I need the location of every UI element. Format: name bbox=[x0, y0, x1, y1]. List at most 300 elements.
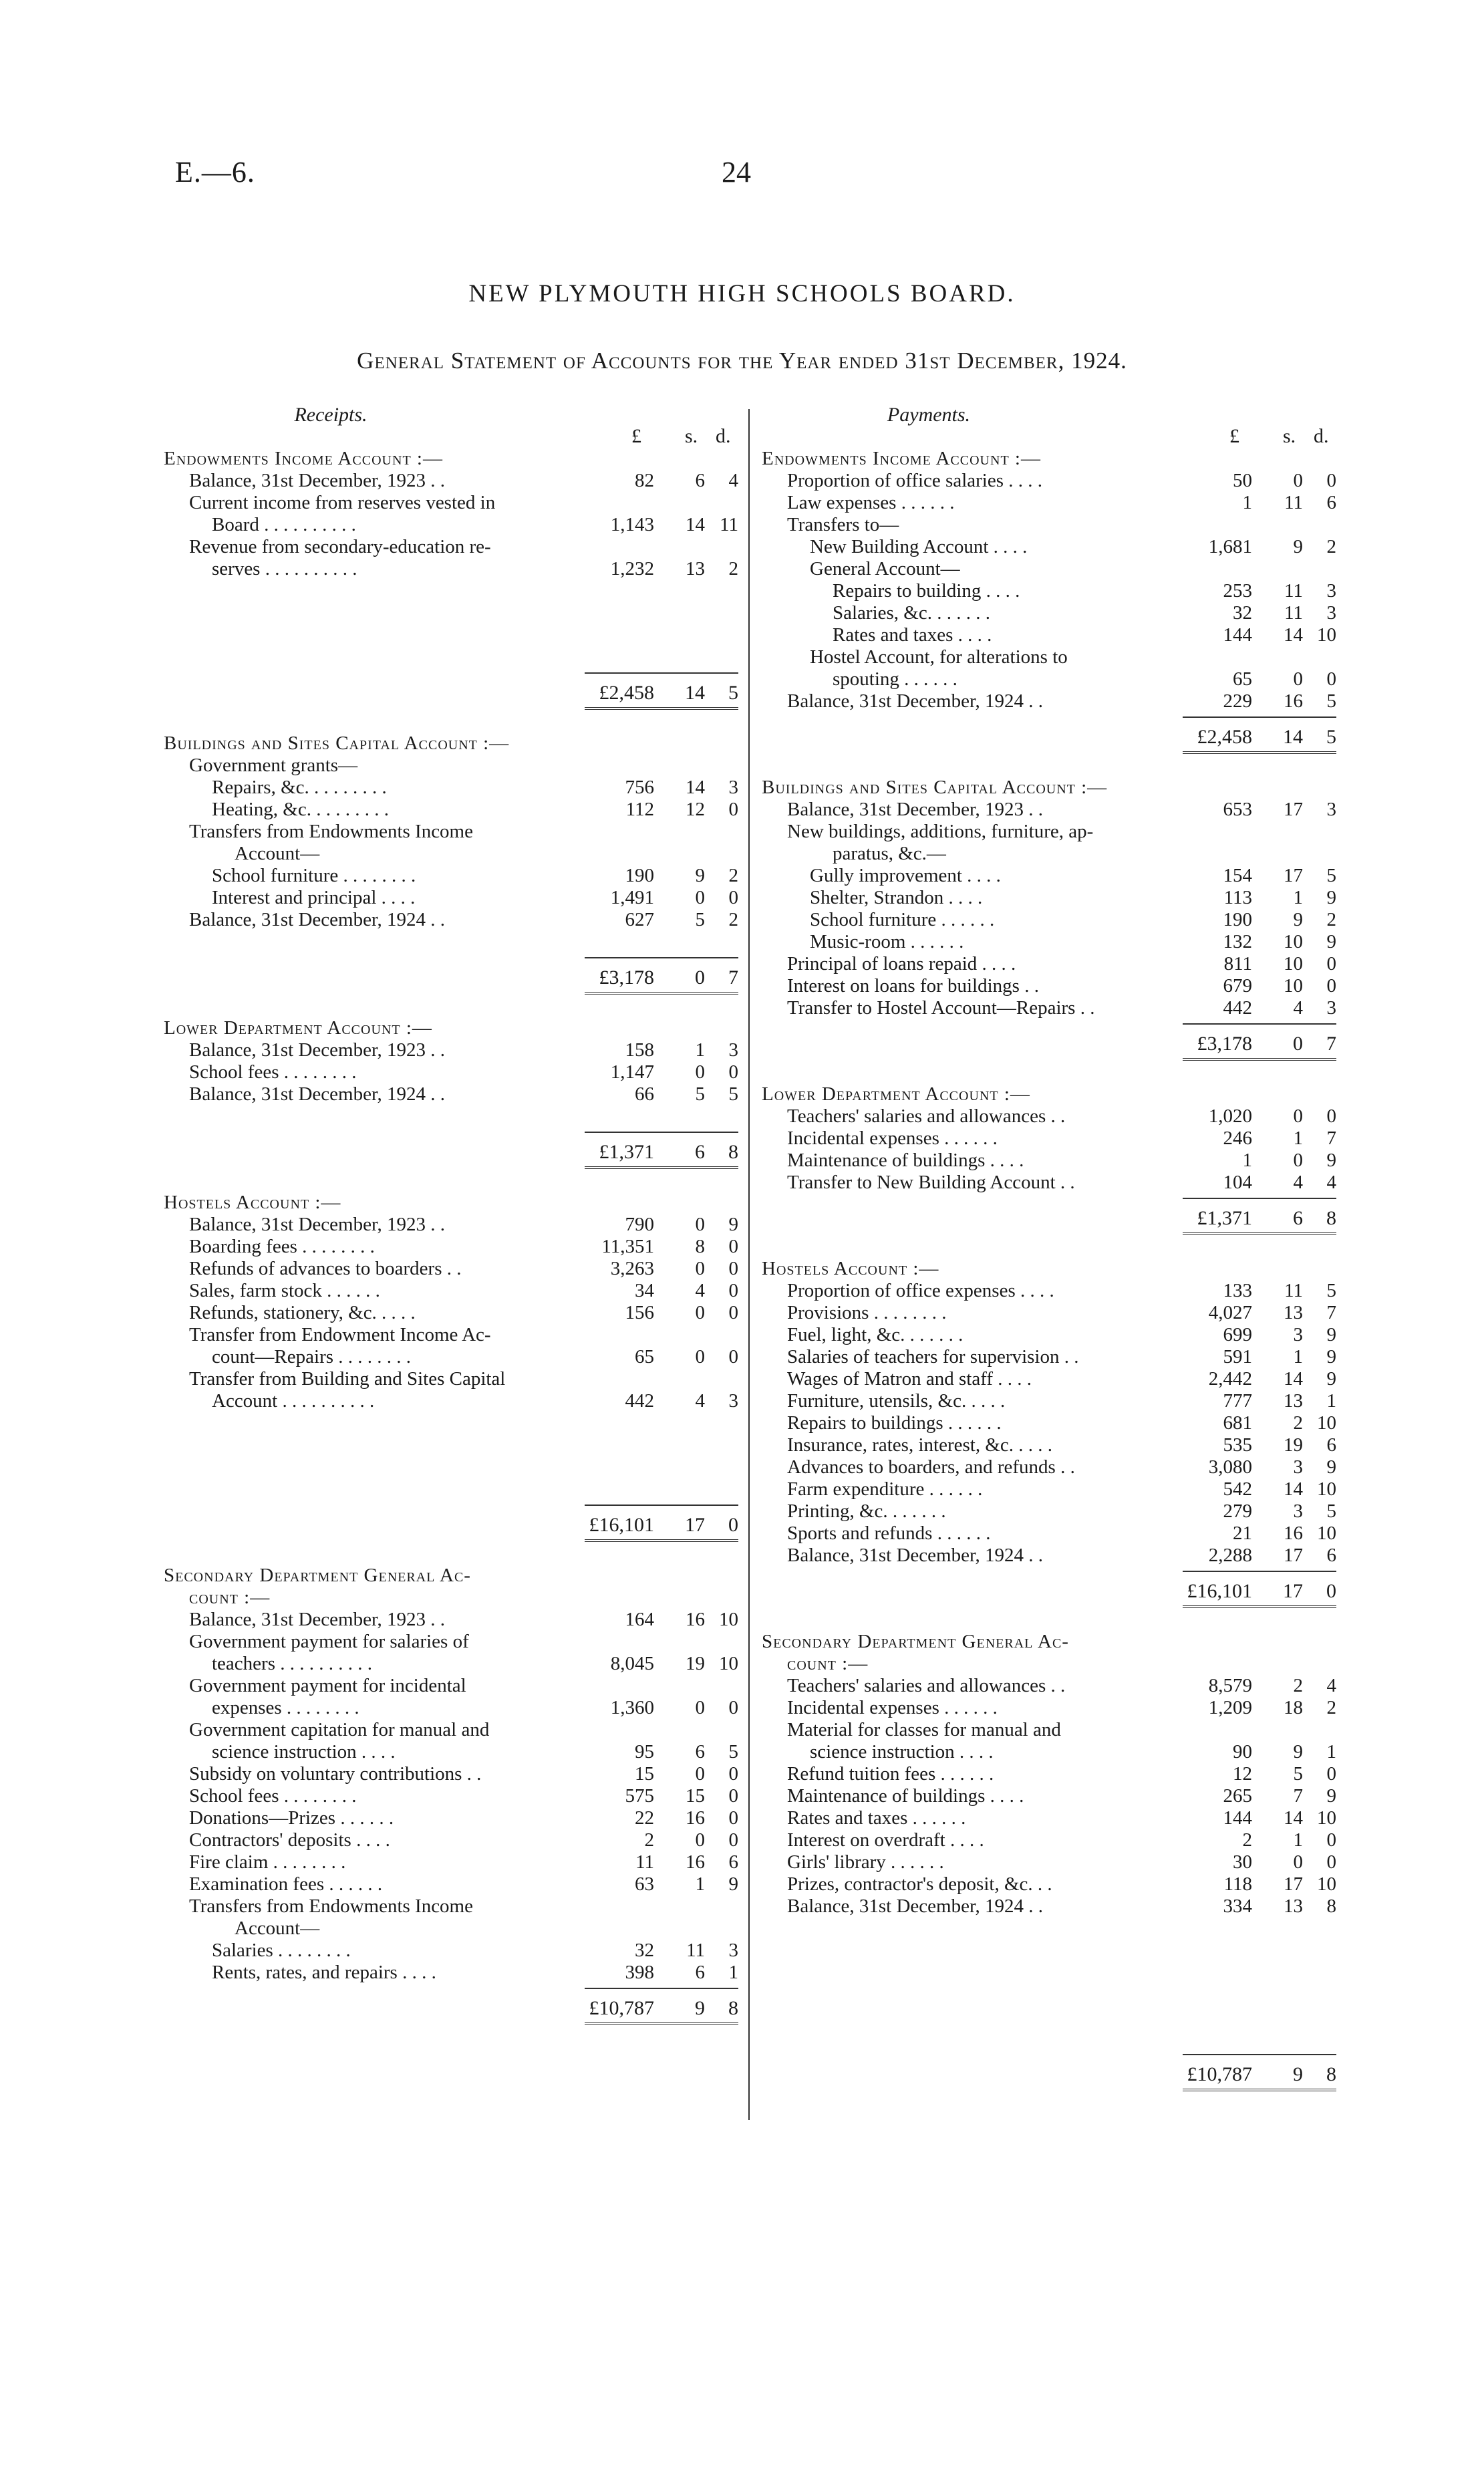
account-section bbox=[762, 777, 1336, 1083]
total-pounds: £1,371 bbox=[599, 1141, 654, 1163]
total-double-rule bbox=[1183, 751, 1336, 754]
account-section bbox=[164, 1192, 738, 1565]
amount-pounds: 535 bbox=[1223, 1434, 1252, 1456]
account-heading bbox=[164, 1017, 738, 1039]
account-line bbox=[164, 1236, 738, 1258]
amount-shillings: 11 bbox=[1284, 492, 1303, 513]
amount-pence: 10 bbox=[1317, 1807, 1336, 1829]
line-label: Refund tuition fees . . . . . . bbox=[787, 1763, 994, 1785]
payments-body bbox=[762, 448, 1336, 2114]
line-label: Lower Department Account :— bbox=[164, 1017, 432, 1039]
total-pence: 0 bbox=[1326, 1580, 1336, 1602]
amount-pounds: 265 bbox=[1223, 1785, 1252, 1807]
amount-pence: 9 bbox=[1326, 887, 1336, 908]
amount-shillings: 0 bbox=[1293, 1851, 1303, 1873]
amount-pounds: 65 bbox=[1233, 668, 1252, 690]
amount-pounds: 144 bbox=[1223, 1807, 1252, 1829]
total-shillings: 9 bbox=[695, 1997, 705, 2019]
amount-pounds: 30 bbox=[1233, 1851, 1252, 1873]
amount-pence: 10 bbox=[719, 1609, 738, 1630]
account-line bbox=[164, 755, 738, 777]
total-rule bbox=[585, 1988, 738, 1989]
account-line bbox=[164, 1873, 738, 1895]
total-double-rule bbox=[585, 2022, 738, 2025]
account-section bbox=[164, 1017, 738, 1192]
line-label: Prizes, contractor's deposit, &c. . . bbox=[787, 1873, 1052, 1895]
account-line bbox=[762, 1280, 1336, 1302]
amount-pence: 9 bbox=[1326, 1150, 1336, 1171]
payments-header bbox=[762, 401, 1336, 448]
amount-shillings: 11 bbox=[1284, 1280, 1303, 1301]
amount-shillings: 0 bbox=[695, 1763, 705, 1785]
account-line bbox=[762, 492, 1336, 514]
amount-shillings: 16 bbox=[686, 1807, 705, 1829]
amount-pounds: 82 bbox=[635, 470, 654, 491]
amount-shillings: 0 bbox=[695, 1258, 705, 1279]
account-line bbox=[762, 1500, 1336, 1523]
amount-pence: 9 bbox=[728, 1873, 738, 1895]
line-label: Sports and refunds . . . . . . bbox=[787, 1523, 991, 1544]
account-line bbox=[762, 1829, 1336, 1851]
amount-pence: 6 bbox=[1326, 1434, 1336, 1456]
line-label: Wages of Matron and staff . . . . bbox=[787, 1368, 1032, 1390]
amount-pounds: 229 bbox=[1223, 690, 1252, 712]
account-line bbox=[762, 1412, 1336, 1434]
amount-pence: 6 bbox=[1326, 1545, 1336, 1566]
amount-pounds: 2 bbox=[1242, 1829, 1252, 1851]
amount-pounds: 542 bbox=[1223, 1478, 1252, 1500]
blank-line bbox=[762, 1962, 1336, 1984]
amount-pounds: 253 bbox=[1223, 580, 1252, 602]
line-label: Secondary Department General Ac- bbox=[164, 1565, 471, 1586]
account-line bbox=[762, 1807, 1336, 1829]
total-pounds: £10,787 bbox=[1187, 2063, 1252, 2085]
amount-shillings: 16 bbox=[686, 1851, 705, 1873]
line-label: Salaries . . . . . . . . bbox=[212, 1940, 351, 1961]
amount-pence: 2 bbox=[728, 909, 738, 930]
amount-shillings: 0 bbox=[1293, 668, 1303, 690]
account-line bbox=[762, 646, 1336, 668]
line-label: Lower Department Account :— bbox=[762, 1083, 1030, 1105]
amount-shillings: 3 bbox=[1293, 1456, 1303, 1478]
line-label: Principal of loans repaid . . . . bbox=[787, 953, 1016, 974]
amount-pence: 3 bbox=[728, 1390, 738, 1412]
amount-pounds: 2,442 bbox=[1208, 1368, 1252, 1390]
amount-pence: 10 bbox=[1317, 1478, 1336, 1500]
amount-pounds: 4,027 bbox=[1208, 1302, 1252, 1323]
blank-line bbox=[762, 1940, 1336, 1962]
amount-pounds: 15 bbox=[635, 1763, 654, 1785]
amount-pounds: 442 bbox=[1223, 997, 1252, 1019]
amount-pence: 5 bbox=[1326, 1500, 1336, 1522]
total-pounds: £1,371 bbox=[1197, 1207, 1252, 1229]
line-label: Printing, &c. . . . . . . bbox=[787, 1500, 946, 1522]
account-line bbox=[762, 1697, 1336, 1719]
account-heading bbox=[762, 1653, 1336, 1675]
line-label: Government grants— bbox=[189, 755, 358, 776]
line-label: New Building Account . . . . bbox=[810, 536, 1028, 557]
amount-pence: 0 bbox=[1326, 1763, 1336, 1785]
account-line bbox=[762, 470, 1336, 492]
total-rule bbox=[1183, 716, 1336, 718]
amount-pence: 2 bbox=[728, 558, 738, 579]
amount-pence: 0 bbox=[728, 799, 738, 820]
line-label: Interest on overdraft . . . . bbox=[787, 1829, 984, 1851]
line-label: Transfer to Hostel Account—Repairs . . bbox=[787, 997, 1095, 1019]
amount-shillings: 19 bbox=[686, 1653, 705, 1674]
amount-pounds: 681 bbox=[1223, 1412, 1252, 1434]
amount-pounds: 1,147 bbox=[610, 1061, 654, 1083]
account-line bbox=[762, 997, 1336, 1019]
amount-shillings: 14 bbox=[1284, 1368, 1303, 1390]
account-line bbox=[762, 1545, 1336, 1567]
amount-shillings: 9 bbox=[1293, 536, 1303, 557]
account-line bbox=[762, 953, 1336, 975]
line-label: Balance, 31st December, 1924 . . bbox=[787, 1895, 1043, 1917]
line-label: Girls' library . . . . . . bbox=[787, 1851, 944, 1873]
account-line bbox=[762, 1302, 1336, 1324]
account-section bbox=[762, 1631, 1336, 2114]
account-line bbox=[164, 821, 738, 843]
total-double-rule bbox=[1183, 2089, 1336, 2091]
total-rule bbox=[585, 957, 738, 958]
line-label: School fees . . . . . . . . bbox=[189, 1785, 357, 1807]
total-shillings: 0 bbox=[1293, 1033, 1303, 1055]
line-label: Rents, rates, and repairs . . . . bbox=[212, 1962, 436, 1983]
total-pounds: £16,101 bbox=[1187, 1580, 1252, 1602]
total-rule bbox=[585, 1132, 738, 1133]
amount-shillings: 3 bbox=[1293, 1324, 1303, 1345]
amount-pence: 1 bbox=[1326, 1741, 1336, 1762]
account-line bbox=[762, 1675, 1336, 1697]
amount-pence: 3 bbox=[728, 777, 738, 798]
account-line bbox=[164, 1918, 738, 1940]
account-line bbox=[164, 843, 738, 865]
line-label: Government payment for salaries of bbox=[189, 1631, 469, 1652]
account-line bbox=[164, 1280, 738, 1302]
amount-pounds: 1,681 bbox=[1208, 536, 1252, 557]
account-line bbox=[164, 492, 738, 514]
total-rule bbox=[1183, 1023, 1336, 1025]
amount-shillings: 14 bbox=[1284, 624, 1303, 646]
line-label: Repairs to buildings . . . . . . bbox=[787, 1412, 1002, 1434]
amount-pence: 0 bbox=[1326, 1851, 1336, 1873]
line-label: count :— bbox=[189, 1587, 271, 1608]
total-rule bbox=[585, 1504, 738, 1506]
amount-pounds: 442 bbox=[625, 1390, 654, 1412]
line-label: Current income from reserves vested in bbox=[189, 492, 496, 513]
account-line bbox=[762, 1478, 1336, 1500]
account-line bbox=[762, 1719, 1336, 1741]
line-label: serves . . . . . . . . . . bbox=[212, 558, 357, 579]
line-label: Furniture, utensils, &c. . . . . bbox=[787, 1390, 1006, 1412]
account-line bbox=[164, 1763, 738, 1785]
total-shillings: 9 bbox=[1293, 2063, 1303, 2085]
amount-pence: 9 bbox=[1326, 1346, 1336, 1367]
line-label: Interest and principal . . . . bbox=[212, 887, 416, 908]
amount-shillings: 6 bbox=[695, 470, 705, 491]
account-line bbox=[164, 1807, 738, 1829]
account-section bbox=[762, 448, 1336, 777]
line-label: Contractors' deposits . . . . bbox=[189, 1829, 390, 1851]
account-heading bbox=[164, 1192, 738, 1214]
amount-pounds: 1,209 bbox=[1208, 1697, 1252, 1718]
line-label: Endowments Income Account :— bbox=[762, 448, 1041, 469]
line-label: Teachers' salaries and allowances . . bbox=[787, 1105, 1066, 1127]
section-total bbox=[762, 712, 1336, 757]
account-line bbox=[762, 668, 1336, 690]
account-line bbox=[164, 1083, 738, 1105]
amount-pounds: 679 bbox=[1223, 975, 1252, 997]
account-section bbox=[164, 733, 738, 1017]
total-shillings: 17 bbox=[685, 1514, 705, 1536]
account-line bbox=[762, 1763, 1336, 1785]
account-line bbox=[762, 887, 1336, 909]
account-line bbox=[762, 1105, 1336, 1128]
section-gap bbox=[164, 1172, 738, 1192]
amount-pounds: 8,045 bbox=[610, 1653, 654, 1674]
shillings-label: s. bbox=[1283, 425, 1296, 447]
amount-pounds: 2 bbox=[644, 1829, 654, 1851]
amount-pence: 0 bbox=[728, 1807, 738, 1829]
amount-pence: 9 bbox=[1326, 1324, 1336, 1345]
account-line bbox=[164, 1631, 738, 1653]
line-label: School furniture . . . . . . . . bbox=[212, 865, 416, 886]
line-label: Refunds, stationery, &c. . . . . bbox=[189, 1302, 416, 1323]
amount-pounds: 1 bbox=[1242, 492, 1252, 513]
blank-line bbox=[164, 1412, 738, 1434]
account-line bbox=[164, 1039, 738, 1061]
amount-pence: 3 bbox=[728, 1940, 738, 1961]
section-gap bbox=[762, 1611, 1336, 1631]
account-line bbox=[164, 1302, 738, 1324]
account-line bbox=[164, 1346, 738, 1368]
amount-shillings: 1 bbox=[1293, 887, 1303, 908]
amount-pence: 6 bbox=[728, 1851, 738, 1873]
account-line bbox=[762, 1741, 1336, 1763]
amount-shillings: 9 bbox=[695, 865, 705, 886]
amount-shillings: 1 bbox=[1293, 1128, 1303, 1149]
line-label: Balance, 31st December, 1924 . . bbox=[189, 1083, 445, 1105]
account-line bbox=[762, 690, 1336, 712]
amount-pence: 7 bbox=[1326, 1128, 1336, 1149]
line-label: count :— bbox=[787, 1653, 869, 1674]
amount-pence: 8 bbox=[1326, 1895, 1336, 1917]
amount-pounds: 790 bbox=[625, 1214, 654, 1235]
amount-shillings: 0 bbox=[695, 1346, 705, 1367]
amount-pence: 5 bbox=[728, 1741, 738, 1762]
line-label: Buildings and Sites Capital Account :— bbox=[164, 733, 510, 754]
amount-pounds: 2,288 bbox=[1208, 1545, 1252, 1566]
amount-pounds: 1,232 bbox=[610, 558, 654, 579]
amount-pounds: 756 bbox=[625, 777, 654, 798]
account-line bbox=[762, 514, 1336, 536]
total-pence: 8 bbox=[1326, 1207, 1336, 1229]
account-line bbox=[164, 1697, 738, 1719]
amount-pounds: 104 bbox=[1223, 1172, 1252, 1193]
amount-pounds: 158 bbox=[625, 1039, 654, 1061]
payments-heading: Payments. bbox=[887, 404, 971, 426]
line-label: Transfers from Endowments Income bbox=[189, 1895, 473, 1917]
blank-line bbox=[164, 1105, 738, 1128]
amount-pence: 0 bbox=[728, 1061, 738, 1083]
account-line bbox=[164, 1324, 738, 1346]
section-gap bbox=[164, 997, 738, 1017]
amount-pounds: 132 bbox=[1223, 931, 1252, 952]
amount-shillings: 4 bbox=[695, 1390, 705, 1412]
pence-label: d. bbox=[716, 425, 731, 447]
amount-pence: 4 bbox=[728, 470, 738, 491]
amount-pounds: 133 bbox=[1223, 1280, 1252, 1301]
line-label: Transfer from Building and Sites Capital bbox=[189, 1368, 506, 1390]
amount-pounds: 3,080 bbox=[1208, 1456, 1252, 1478]
line-label: expenses . . . . . . . . bbox=[212, 1697, 359, 1718]
line-label: Buildings and Sites Capital Account :— bbox=[762, 777, 1108, 798]
account-line bbox=[762, 580, 1336, 602]
account-section bbox=[762, 1258, 1336, 1631]
amount-pence: 7 bbox=[1326, 1302, 1336, 1323]
account-line bbox=[762, 799, 1336, 821]
amount-pence: 10 bbox=[1317, 1412, 1336, 1434]
amount-pence: 0 bbox=[728, 1258, 738, 1279]
line-label: Hostel Account, for alterations to bbox=[810, 646, 1068, 668]
amount-pence: 3 bbox=[1326, 580, 1336, 602]
line-label: Repairs to building . . . . bbox=[833, 580, 1020, 602]
receipts-header bbox=[164, 401, 738, 448]
line-label: Rates and taxes . . . . bbox=[833, 624, 992, 646]
line-label: Secondary Department General Ac- bbox=[762, 1631, 1069, 1652]
line-label: Account— bbox=[235, 1918, 320, 1939]
account-line bbox=[164, 1258, 738, 1280]
amount-shillings: 10 bbox=[1284, 953, 1303, 974]
blank-line bbox=[164, 624, 738, 646]
line-label: Interest on loans for buildings . . bbox=[787, 975, 1039, 997]
account-line bbox=[762, 1324, 1336, 1346]
receipts-heading: Receipts. bbox=[294, 404, 367, 426]
amount-shillings: 4 bbox=[1293, 1172, 1303, 1193]
line-label: Transfer to New Building Account . . bbox=[787, 1172, 1075, 1193]
amount-pence: 0 bbox=[1326, 1829, 1336, 1851]
amount-pounds: 21 bbox=[1233, 1523, 1252, 1544]
amount-shillings: 16 bbox=[1284, 1523, 1303, 1544]
section-total bbox=[164, 953, 738, 997]
amount-pence: 0 bbox=[728, 1302, 738, 1323]
amount-pounds: 34 bbox=[635, 1280, 654, 1301]
account-line bbox=[164, 470, 738, 492]
account-line bbox=[762, 1150, 1336, 1172]
blank-line bbox=[164, 1478, 738, 1500]
line-label: Gully improvement . . . . bbox=[810, 865, 1001, 886]
line-label: Balance, 31st December, 1923 . . bbox=[189, 1214, 445, 1235]
section-total bbox=[164, 1128, 738, 1172]
amount-pounds: 95 bbox=[635, 1741, 654, 1762]
amount-pounds: 334 bbox=[1223, 1895, 1252, 1917]
amount-shillings: 0 bbox=[695, 1697, 705, 1718]
line-label: Refunds of advances to boarders . . bbox=[189, 1258, 462, 1279]
blank-line bbox=[164, 1456, 738, 1478]
amount-pounds: 591 bbox=[1223, 1346, 1252, 1367]
account-line bbox=[164, 1940, 738, 1962]
amount-pounds: 12 bbox=[1233, 1763, 1252, 1785]
account-line bbox=[762, 909, 1336, 931]
amount-pounds: 112 bbox=[625, 799, 654, 820]
amount-pence: 10 bbox=[1317, 1523, 1336, 1544]
amount-pence: 9 bbox=[1326, 931, 1336, 952]
amount-shillings: 18 bbox=[1284, 1697, 1303, 1718]
amount-pounds: 63 bbox=[635, 1873, 654, 1895]
amount-shillings: 17 bbox=[1284, 865, 1303, 886]
total-double-rule bbox=[1183, 1605, 1336, 1608]
total-pence: 0 bbox=[728, 1514, 738, 1536]
account-line bbox=[164, 1368, 738, 1390]
total-shillings: 6 bbox=[1293, 1207, 1303, 1229]
blank-line bbox=[762, 2028, 1336, 2050]
section-total bbox=[164, 668, 738, 712]
amount-pence: 4 bbox=[1326, 1172, 1336, 1193]
amount-shillings: 11 bbox=[1284, 580, 1303, 602]
account-line bbox=[164, 1653, 738, 1675]
account-line bbox=[164, 1741, 738, 1763]
line-label: Revenue from secondary-education re- bbox=[189, 536, 491, 557]
amount-pence: 1 bbox=[1326, 1390, 1336, 1412]
account-heading bbox=[762, 777, 1336, 799]
amount-pence: 0 bbox=[1326, 975, 1336, 997]
amount-pounds: 118 bbox=[1223, 1873, 1252, 1895]
blank-line bbox=[164, 580, 738, 602]
amount-pounds: 65 bbox=[635, 1346, 654, 1367]
account-line bbox=[164, 1962, 738, 1984]
amount-shillings: 1 bbox=[695, 1039, 705, 1061]
amount-shillings: 17 bbox=[1284, 799, 1303, 820]
account-line bbox=[164, 1214, 738, 1236]
amount-shillings: 13 bbox=[1284, 1895, 1303, 1917]
total-double-rule bbox=[1183, 1058, 1336, 1061]
line-label: Donations—Prizes . . . . . . bbox=[189, 1807, 394, 1829]
total-pence: 5 bbox=[1326, 726, 1336, 748]
amount-pounds: 11,351 bbox=[601, 1236, 654, 1257]
amount-pence: 0 bbox=[728, 1236, 738, 1257]
amount-shillings: 13 bbox=[1284, 1390, 1303, 1412]
account-heading bbox=[762, 1258, 1336, 1280]
amount-pence: 5 bbox=[1326, 865, 1336, 886]
amount-shillings: 0 bbox=[1293, 470, 1303, 491]
amount-pence: 10 bbox=[1317, 1873, 1336, 1895]
amount-shillings: 9 bbox=[1293, 1741, 1303, 1762]
amount-pounds: 156 bbox=[625, 1302, 654, 1323]
total-pence: 5 bbox=[728, 682, 738, 704]
line-label: Transfers from Endowments Income bbox=[189, 821, 473, 842]
total-shillings: 14 bbox=[685, 682, 705, 704]
total-double-rule bbox=[585, 992, 738, 995]
account-line bbox=[762, 1434, 1336, 1456]
account-heading bbox=[164, 733, 738, 755]
line-label: Balance, 31st December, 1924 . . bbox=[787, 690, 1043, 712]
amount-shillings: 8 bbox=[695, 1236, 705, 1257]
amount-pence: 0 bbox=[728, 1280, 738, 1301]
account-line bbox=[762, 931, 1336, 953]
total-pounds: £16,101 bbox=[589, 1514, 654, 1536]
account-line bbox=[164, 558, 738, 580]
line-label: Boarding fees . . . . . . . . bbox=[189, 1236, 375, 1257]
account-line bbox=[762, 1390, 1336, 1412]
amount-pounds: 32 bbox=[1233, 602, 1252, 624]
section-total bbox=[762, 2050, 1336, 2094]
account-line bbox=[762, 865, 1336, 887]
amount-pence: 3 bbox=[728, 1039, 738, 1061]
account-line bbox=[164, 1609, 738, 1631]
amount-shillings: 5 bbox=[695, 909, 705, 930]
account-line bbox=[164, 1851, 738, 1873]
